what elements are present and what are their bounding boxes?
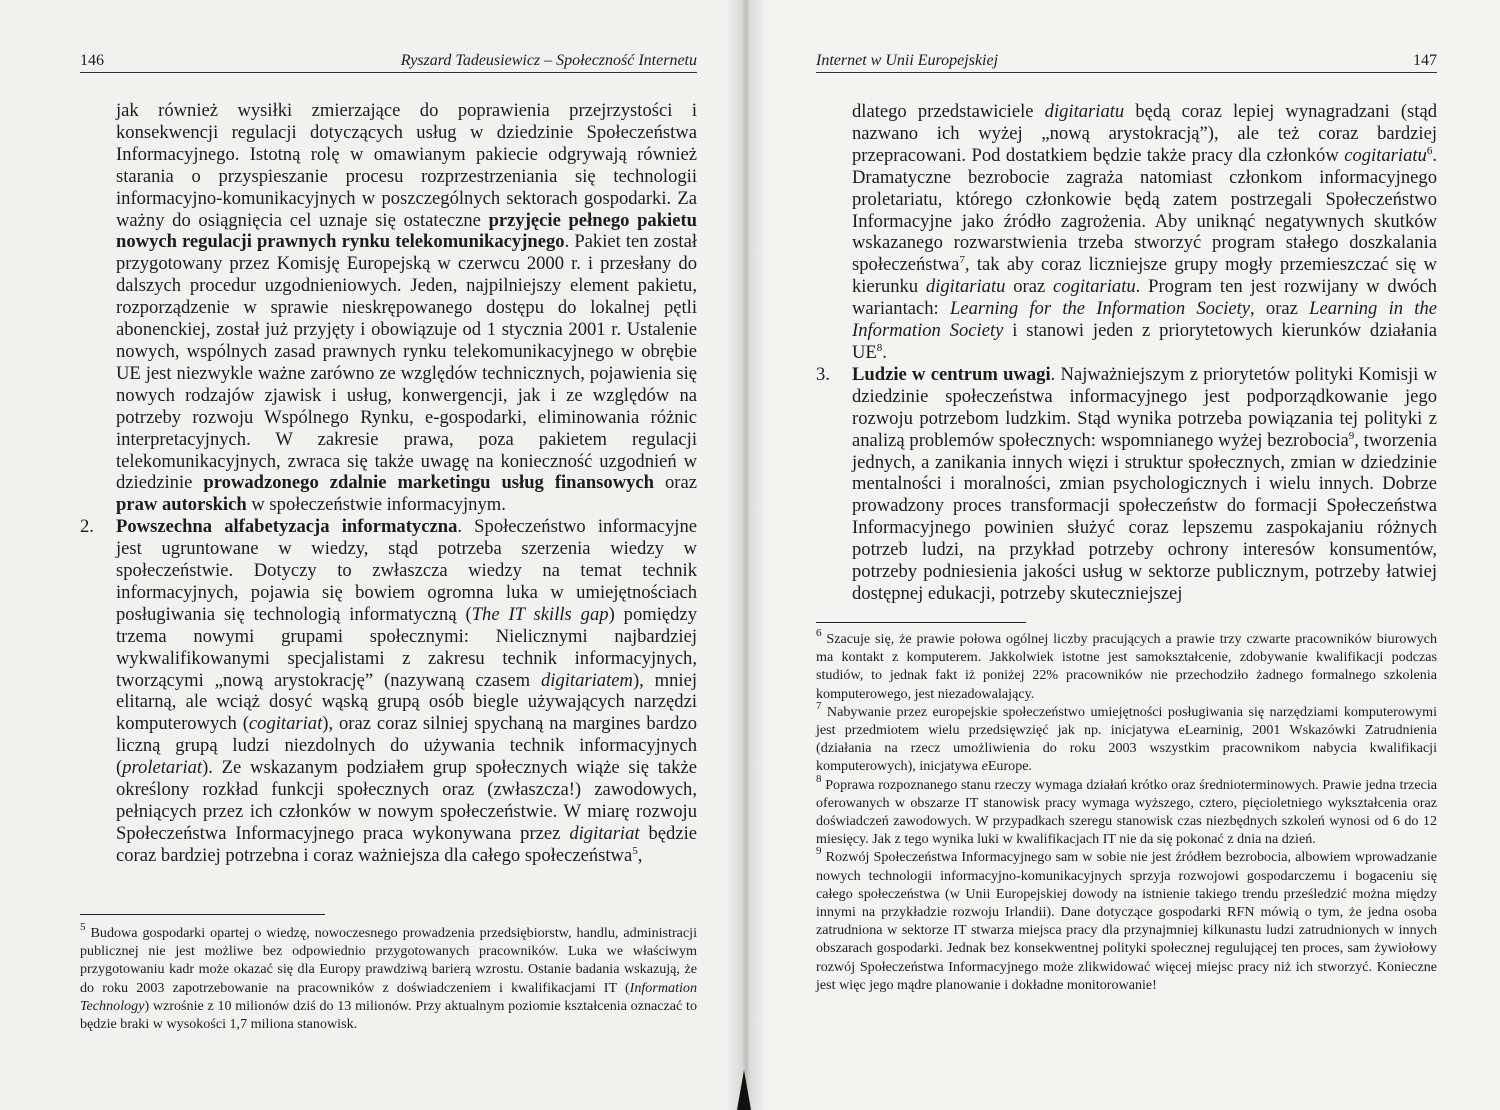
running-title: Ryszard Tadeusiewicz – Społeczność Internetu [400, 52, 697, 69]
footnote-6 [816, 627, 1437, 703]
text-run: Szacuje się, że prawie połowa ogólnej liczby pracujących a prawie trzy czwarte pracowników biurowych ma kontakt z komputerem. Jakkolwiek istotne jest samokształcenie, zdobywanie kwalifikacji podczas studiów, to jednak fakt iż poniżej 22% pracowników nie przechodziło żadnego formalnego szkolenia komputerowego, jest niezadowalający. [816, 631, 1437, 702]
text-run: oraz [654, 472, 697, 494]
text-run: , [637, 844, 643, 866]
italic-run: cogitariatu [1053, 276, 1136, 298]
paragraph [80, 100, 697, 516]
running-head-left [80, 50, 697, 73]
italic-run: digitariat [569, 822, 640, 844]
list-item-title: Powszechna alfabetyzacja informatyczna [116, 516, 458, 538]
text-run: . Społeczeństwo informacyjne jest ugruntowane w wiedzy, stąd potrzeba szerzenia wiedzy w społeczeństwie. Dotyczy to zwłaszcza wiedzy na temat technik informacyjnych, pojawia się bowiem ogromna luka w umiejętnościach posługiwania się technologią informatyczną ( [116, 516, 697, 625]
text-run: ), oraz coraz silniej spychaną na margines bardzo liczną grupą ludzi niezdolnych do używania technik informacyjnych ( [116, 713, 697, 779]
italic-run: proletariat [122, 757, 203, 779]
text-run: . [882, 341, 887, 363]
text-run: ). Ze wskazanym podziałem grup społecznych wiąże się także określony rozkład funkcji społecznych oraz (zwłaszcza!) zawodowych, pełniących przez ich członków w nowym społeczeństwie. W miarę rozwoju Społeczeństwa Informacyjnego praca wykonywana przez [116, 757, 697, 844]
footnote-number: 8 [816, 772, 822, 785]
bookmark-ribbon [737, 1070, 751, 1110]
text-run: Nabywanie przez europejskie społeczeństwo umiejętności posługiwania się narzędziami komputerowymi jest przedmiotem wielu przedsięwzięć jak np. inicjatywa eLearninig, 2001 Wskazówki Zatrudnienia (działania na rzecz umożliwienia do roku 2003 wszystkim pracownikom nabycia kwalifikacji komputerowych), inicjatywa [816, 703, 1437, 775]
footnote-9 [816, 845, 1437, 994]
list-item-title: Ludzie w centrum uwagi [852, 363, 1051, 385]
italic-run: digitariatu [925, 276, 1006, 298]
left-page [0, 0, 745, 1110]
book-gutter-shadow [726, 0, 766, 1110]
list-item-number: 2. [80, 516, 94, 538]
text-run: . Program ten jest rozwijany w dwóch wariantach: [852, 276, 1437, 320]
footnotes-right [816, 627, 1437, 994]
footnote-rule [80, 914, 325, 915]
footnote-number: 6 [816, 627, 822, 639]
bold-run: prowadzonego zdalnie marketingu usług finansowych [203, 472, 655, 494]
footnote-ref[interactable]: 7 [959, 254, 965, 267]
footnote-rule [816, 622, 1026, 623]
footnote-ref[interactable]: 5 [632, 844, 638, 857]
text-run: dlatego przedstawiciele [852, 101, 1045, 122]
italic-run: cogitariatu [1344, 144, 1427, 166]
text-run: i stanowi jeden z priorytetowych kierunków działania UE [852, 320, 1438, 363]
right-page [745, 0, 1500, 1110]
text-run: w społeczeństwie informacyjnym. [246, 494, 506, 516]
left-body-text [80, 100, 697, 867]
italic-run: Learning for the Information Society [949, 298, 1251, 320]
text-run: ), mniej elitarną, ale wciąż dosyć wąską grupą osób biegle używających narzędzi komputerowych ( [116, 669, 697, 735]
footnote-ref[interactable]: 8 [876, 341, 883, 354]
bold-run: praw autorskich [116, 494, 247, 516]
italic-run: digitariatu [1044, 101, 1125, 122]
text-run: ) pomiędzy trzema nowymi grupami społecznymi: Nielicznymi najbardziej wykwalifikowanymi specjalistami z zakresu technik informacyjnych, tworzącymi „nową arystokrację” (nazywaną czasem [116, 603, 697, 691]
text-run: , tak aby coraz liczniejsze grupy mogły przemieszczać się w kierunku [852, 254, 1437, 298]
footnote-5 [80, 921, 697, 1033]
italic-run: digitariatem [541, 669, 633, 691]
italic-run: The IT skills gap [471, 603, 609, 625]
italic-run: cogitariat [248, 713, 323, 735]
bold-run: przyjęcie pełnego pakietu nowych regulacji prawnych rynku telekomunikacyjnego [116, 209, 697, 253]
text-run: Budowa gospodarki opartej o wiedzę, nowoczesnego prowadzenia przedsiębiorstw, handlu, administracji publicznej nie jest możliwe bez odpowiednio przygotowanych pracowników. Luka we właściwym przygotowaniu kadr może okazać się dla Europy prawdziwą barierą wzrostu. Ostanie badania wskazują, że do roku 2003 zapotrzebowanie na pracowników z doświadczeniem i kwalifikacjami IT ( [80, 925, 697, 996]
page-number: 147 [1413, 52, 1437, 69]
text-run: będzie coraz bardziej potrzebna i coraz ważniejsza dla całego społeczeństwa [116, 822, 697, 866]
footnote-number: 7 [816, 699, 822, 712]
running-title: Internet w Unii Europejskiej [816, 52, 999, 69]
text-run: jak również wysiłki zmierzające do poprawienia przejrzystości i konsekwencji regulacji dotyczących usług w dziedzinie Społeczeństwa Informacyjnego. Istotną rolę w omawianym pakiecie odgrywają również starania o przyspieszanie procesu rozprzestrzeniania się technologii informacyjno-komunikacyjnych w poszczególnych sektorach gospodarki. Za ważny do osiągnięcia cel uznaje się ostateczne [116, 100, 697, 231]
italic-run: Information Technology [80, 979, 697, 1014]
running-head-right [816, 50, 1437, 73]
list-item-number: 3. [816, 363, 830, 385]
text-run: Poprawa rozpoznanego stanu rzeczy wymaga działań krótko oraz średnioterminowych. Prawie jedna trzecia oferowanych w obszarze IT stanowisk pracy wymaga wyższego, cztero, pięcioletniego wykształcenia oraz doświadczeń zawodowych. W przypadkach szeregu stanowisk czas niezbędnych szkoleń wynosi od 6 do 12 miesięcy. Jak z tego wynika luki w kwalifikacjach IT nie da się pokonać z dnia na dzień. [816, 776, 1437, 848]
list-item-3 [816, 364, 1437, 605]
text-run: Europe. [987, 758, 1033, 775]
list-item-2 [80, 516, 697, 867]
right-body-text [816, 101, 1437, 605]
text-run: będą coraz lepiej wynagradzani (stąd nazwano ich wyżej „nową arystokracją”), ale też coraz bardziej przepracowani. Pod dostatkiem będzie także pracy dla członków [852, 101, 1437, 166]
paragraph [816, 101, 1437, 364]
text-run: , tworzenia jednych, a zanikania innych więzi i struktur społecznych, zmian w dziedzinie mentalności i moralności, zmian psychologicznych i wielu innych. Dobrze prowadzony proces transformacji społeczeństw do formacji Społeczeństwa Informacyjnego powinien służyć coraz lepszemu zaspokajaniu różnych potrzeb ludzi, na przykład potrzeby ochrony interesów konsumentów, potrzeby podniesienia jakości usług w sektorze publicznym, potrzeby łatwiej dostępnej edukacji, potrzeby skuteczniejszej [852, 429, 1437, 604]
footnotes-left [80, 921, 697, 1033]
text-run: . Najważniejszym z priorytetów polityki Komisji w dziedzinie społeczeństwa informacyjnego jest podporządkowanie jego rozwoju potrzebom ludzkim. Stąd wynika potrzeba powiązania tej polityki z analizą problemów społecznych: wspomnianego wyżej bezrobocia [852, 363, 1438, 451]
footnote-number: 5 [80, 921, 86, 933]
text-run: . Pakiet ten został przygotowany przez Komisję Europejską w czerwcu 2000 r. i przesłany do dalszych procedur uzgodnieniowych. Jeden, najpilniejszy element pakietu, rozporządzenie w sprawie nieskrępowanego dostępu do lokalnej pętli abonenckiej, został już przyjęty i obowiązuje od 1 stycznia 2001 r. Ustalenie nowych, wspólnych zasad prawnych rynku telekomunikacyjnego w obrębie UE jest niezwykle ważne zarówno ze względów technicznych, pojawienia się nowych rodzajów zjawisk i usług, konwergencji, jak i ze względów na potrzeby rozwoju Wspólnego Rynku, e-gospodarki, eliminowania różnic interpretacyjnych. W zakresie prawa, poza pakietem regulacji telekomunikacyjnych, zwraca się także uwagę na konieczność uzgodnień w dziedzinie [116, 231, 697, 494]
footnote-ref[interactable]: 9 [1348, 429, 1355, 442]
footnote-ref[interactable]: 6 [1426, 144, 1433, 157]
text-run: . Dramatyczne bezrobocie zagraża natomiast członkom informacyjnego proletariatu, którego członkowie będą zatem postrzegali Społeczeństwo Informacyjne jako źródło zagrożenia. Aby uniknąć negatywnych skutków wskazanego rozwarstwienia trzeba stworzyć program stałego doszkalania społeczeństwa [852, 144, 1437, 276]
italic-run: Learning in the Information Society [852, 298, 1437, 342]
page-number: 146 [80, 52, 104, 69]
text-run: ) wzrośnie z 10 milionów dziś do 13 milionów. Przy aktualnym poziomie kształcenia oznaczać to będzie braki w wysokości 1,7 miliona stanowisk. [80, 997, 697, 1033]
text-run: oraz [1005, 276, 1054, 298]
footnote-7 [816, 699, 1437, 776]
text-run: , oraz [1250, 298, 1310, 320]
footnote-number: 9 [816, 845, 822, 858]
italic-run: e [981, 758, 988, 775]
text-run: Rozwój Społeczeństwa Informacyjnego sam w sobie nie jest źródłem bezrobocia, albowiem wprowadzanie nowych technologii informacyjno-komunikacyjnych sprzyja rozwojowi gospodarczemu i bogaceniu się całego społeczeństwa (w Unii Europejskiej dowody na istnienie takiego trendu prześledzić można między innymi na przykładzie rozwoju Irlandii). Dane dotyczące gospodarki RFN mówią o tym, że jedna osoba zatrudniona w sektorze IT stwarza miejsca pracy dla przynajmniej kilkunastu ludzi zatrudnionych w innych obszarach gospodarki. Jednak bez konsekwentnej polityki społecznej regulującej ten proces, sam żywiołowy rozwój Społeczeństwa Informacyjnego może zlikwidować więcej miejsc pracy niż ich stworzyć. Konieczne jest więc jego mądre planowanie i dokładne monitorowanie! [816, 849, 1437, 993]
footnote-8 [816, 772, 1437, 849]
